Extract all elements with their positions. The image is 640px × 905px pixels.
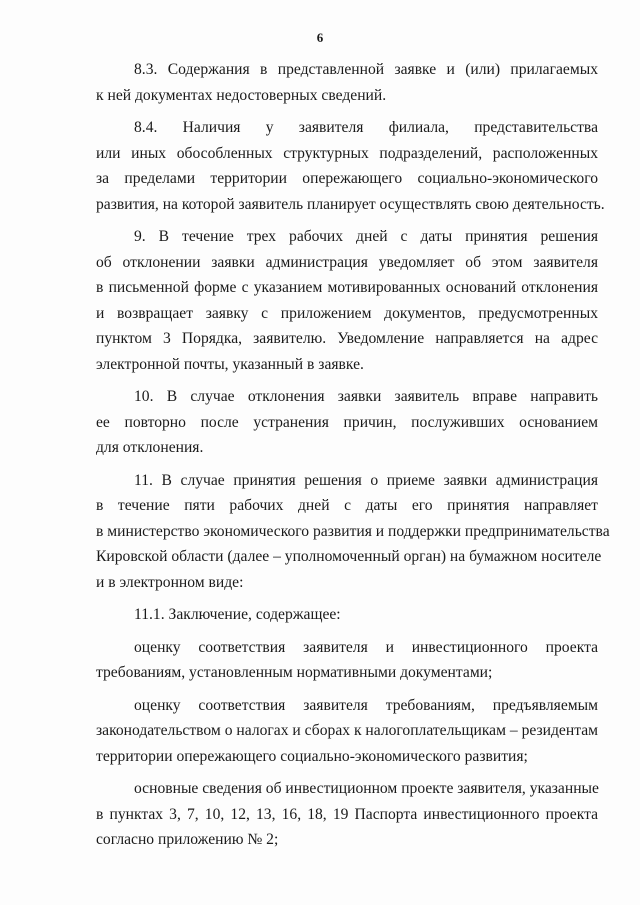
paragraph-item-3 [96, 776, 598, 853]
text-line: ее повторно после устранения причин, послуживших основанием [96, 413, 598, 431]
text-line: оценку соответствия заявителя требованиям, предъявляемым [134, 696, 598, 714]
paragraph-8-3 [96, 57, 598, 108]
text-line: для отклонения. [96, 439, 204, 456]
paragraph-8-4 [96, 115, 605, 217]
page-number: 6 [316, 30, 324, 45]
paragraph-11-1 [96, 602, 598, 628]
text-line: 8.4. Наличия у заявителя филиала, представительства [134, 119, 598, 136]
text-line: в пунктах 3, 7, 10, 12, 13, 16, 18, 19 Паспорта инвестиционного проекта [96, 805, 598, 823]
text-line: электронной почты, указанный в заявке. [96, 355, 364, 373]
text-line: требованиям, установленным нормативными документами; [96, 664, 493, 681]
text-line: основные сведения об инвестиционном проекте заявителя, указанные [134, 780, 599, 797]
text-line: 8.3. Содержания в представленной заявке и (или) прилагаемых [134, 61, 598, 78]
text-line: 11. В случае принятия решения о приеме заявки администрация [134, 471, 598, 489]
text-line: 11.1. Заключение, содержащее: [134, 606, 341, 623]
paragraph-item-2 [96, 693, 598, 770]
text-line: и возвращает заявку с приложением документов, предусмотренных [96, 304, 598, 322]
text-line: в письменной форме с указанием мотивированных оснований отклонения [96, 279, 598, 296]
paragraph-9 [96, 224, 598, 377]
text-line: оценку соответствия заявителя и инвестиционного проекта [134, 638, 598, 656]
text-line: в министерство экономического развития и поддержки предпринимательства [96, 522, 610, 540]
document-body [96, 57, 610, 860]
paragraph-item-1 [96, 635, 598, 686]
text-line: 10. В случае отклонения заявки заявитель вправе направить [134, 388, 598, 405]
paragraph-10 [96, 384, 598, 461]
text-line: 9. В течение трех рабочих дней с даты принятия решения [134, 228, 598, 245]
text-line: к ней документах недостоверных сведений. [96, 86, 387, 104]
text-line: в течение пяти рабочих дней с даты его принятия направляет [96, 497, 598, 514]
text-line: за пределами территории опережающего социально-экономического [96, 170, 598, 187]
text-line: об отклонении заявки администрация уведомляет об этом заявителя [96, 253, 598, 271]
text-line: законодательством о налогах и сборах к налогоплательщикам – резидентам [96, 722, 598, 739]
text-line: и в электронном виде: [96, 573, 244, 591]
text-line: или иных обособленных структурных подразделений, расположенных [96, 144, 598, 162]
text-line: Кировской области (далее – уполномоченный орган) на бумажном носителе [96, 548, 602, 565]
paragraph-11 [96, 468, 610, 596]
text-line: пунктом 3 Порядка, заявителю. Уведомление направляется на адрес [96, 330, 598, 347]
text-line: согласно приложению № 2; [96, 831, 279, 848]
text-line: развития, на которой заявитель планирует осуществлять свою деятельность. [96, 195, 605, 213]
text-line: территории опережающего социально-экономического развития; [96, 747, 528, 765]
